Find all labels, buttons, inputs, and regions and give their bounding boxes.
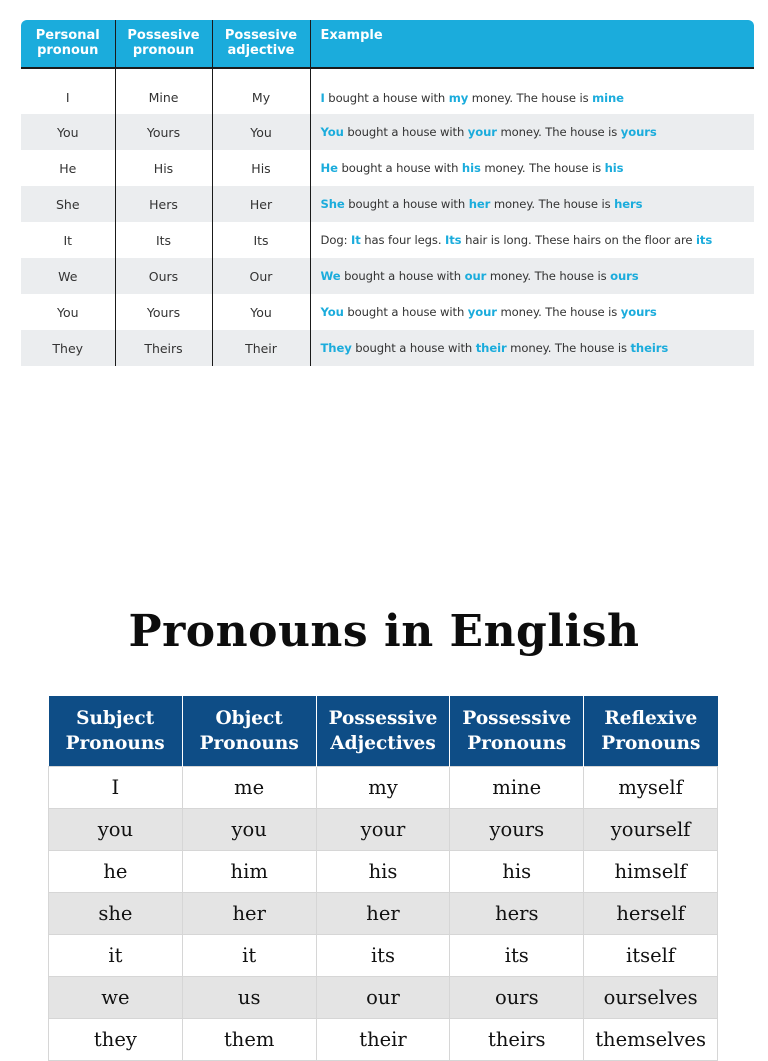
possessive-adjective-cell: Our [212,258,310,294]
example-cell: Dog: It has four legs. Its hair is long. These hairs on the floor are its [310,222,754,258]
personal-pronoun-cell: We [21,258,115,294]
object-pronoun-cell: them [182,1019,316,1061]
subject-pronoun-cell: she [49,893,183,935]
subject-pronoun-cell: I [49,767,183,809]
header-reflexive-pronouns: Reflexive Pronouns [584,696,718,767]
example-cell: They bought a house with their money. The house is theirs [310,330,754,366]
example-cell: He bought a house with his money. The house is his [310,150,754,186]
header-example: Example [310,20,754,68]
reflexive-pronoun-cell: myself [584,767,718,809]
possessive-pronoun-cell: Mine [115,68,212,114]
table-row [21,294,754,330]
possessive-pronoun-cell: ours [450,977,584,1019]
personal-pronoun-cell: I [65,90,70,105]
example-cell: You bought a house with your money. The house is yours [310,114,754,150]
object-pronoun-cell: us [182,977,316,1019]
table-row [49,851,718,893]
header-possessive-pronouns: Possessive Pronouns [450,696,584,767]
personal-pronoun-cell: You [56,304,79,320]
possessive-pronoun-cell: mine [450,767,584,809]
personal-pronoun-cell: It [63,232,73,248]
reflexive-pronoun-cell: himself [584,851,718,893]
table-row [21,68,754,114]
possessive-adjective-cell: his [316,851,450,893]
table-row [49,935,718,977]
object-pronoun-cell: it [182,935,316,977]
possessive-pronoun-cell: Its [115,222,212,258]
object-pronoun-cell: you [182,809,316,851]
reflexive-pronoun-cell: ourselves [584,977,718,1019]
possessive-adjective-cell: her [316,893,450,935]
table-row [21,222,754,258]
header-personal-pronoun: Personal pronoun [21,20,115,68]
table-row [49,767,718,809]
object-pronoun-cell: him [182,851,316,893]
possessive-pronoun-cell: Hers [115,186,212,222]
subject-pronoun-cell: it [49,935,183,977]
possessive-adjective-cell: my [316,767,450,809]
page-title: Pronouns in English [128,606,640,657]
possessive-adjective-cell: Its [212,222,310,258]
possessive-pronoun-cell: Yours [115,114,212,150]
possessive-adjective-cell: its [316,935,450,977]
bottom-table-header-row [49,696,718,767]
subject-pronoun-cell: you [49,809,183,851]
possessive-pronoun-cell: yours [450,809,584,851]
personal-pronoun-cell: They [21,330,115,366]
header-possessive-adjectives: Possessive Adjectives [316,696,450,767]
possessive-adjective-cell: your [316,809,450,851]
table-row [21,150,754,186]
header-possessive-pronoun: Possesive pronoun [115,20,212,68]
example-cell: You bought a house with your money. The house is yours [310,294,754,330]
subject-pronoun-cell: he [49,851,183,893]
possessive-pronoun-cell: its [450,935,584,977]
example-cell: She bought a house with her money. The house is hers [310,186,754,222]
example-cell: We bought a house with our money. The house is ours [310,258,754,294]
possessive-adjective-cell: our [316,977,450,1019]
reflexive-pronoun-cell: yourself [584,809,718,851]
possessive-adjective-cell: Her [212,186,310,222]
possessive-pronoun-cell: theirs [450,1019,584,1061]
header-possessive-adjective: Possesive adjective [212,20,310,68]
subject-pronoun-cell: they [49,1019,183,1061]
table-row [21,186,754,222]
subject-pronoun-cell: we [49,977,183,1019]
possessive-pronoun-cell: Theirs [115,330,212,366]
personal-pronoun-cell: She [21,186,115,222]
personal-pronoun-cell: He [59,160,77,176]
personal-pronoun-cell: You [21,114,115,150]
possessive-adjective-cell: their [316,1019,450,1061]
possessive-pronoun-cell: hers [450,893,584,935]
pronouns-table [48,696,718,1061]
possessive-pronoun-cell: Yours [115,294,212,330]
reflexive-pronoun-cell: herself [584,893,718,935]
header-object-pronouns: Object Pronouns [182,696,316,767]
table-row [49,893,718,935]
top-table-header-row [21,20,754,68]
possessive-pronoun-cell: Ours [115,258,212,294]
header-subject-pronouns: Subject Pronouns [49,696,183,767]
table-row [49,809,718,851]
possessive-adjective-cell: His [212,150,310,186]
possessive-adjective-cell: My [212,68,310,114]
possessive-adjective-cell: You [212,294,310,330]
possessive-pronoun-cell: his [450,851,584,893]
object-pronoun-cell: me [182,767,316,809]
reflexive-pronoun-cell: itself [584,935,718,977]
table-row [21,114,754,150]
table-row [49,1019,718,1061]
possessive-adjective-cell: You [212,114,310,150]
table-row [49,977,718,1019]
table-row [21,330,754,366]
possessive-pronouns-table [21,20,754,366]
object-pronoun-cell: her [182,893,316,935]
example-cell: I bought a house with my money. The house is mine [310,68,754,114]
possessive-adjective-cell: Their [212,330,310,366]
table-row [21,258,754,294]
reflexive-pronoun-cell: themselves [584,1019,718,1061]
possessive-pronoun-cell: His [115,150,212,186]
